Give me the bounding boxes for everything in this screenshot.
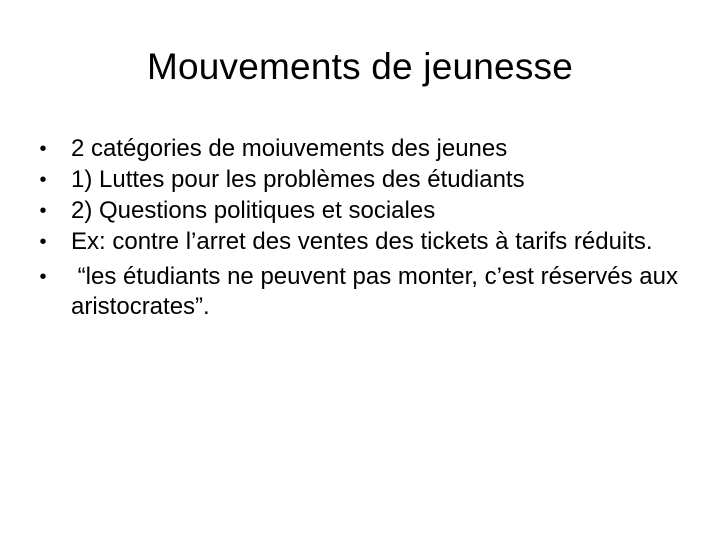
bullet-icon: • — [39, 231, 47, 253]
bullet-text: Ex: contre l’arret des ventes des tickets à tarifs réduits. — [71, 228, 653, 255]
bullet-item — [36, 165, 706, 195]
bullet-item — [36, 262, 706, 322]
bullet-icon: • — [39, 266, 47, 288]
slide-title: Mouvements de jeunesse — [146, 46, 574, 87]
bullet-icon: • — [39, 169, 47, 191]
bullet-text: 2) Questions politiques et sociales — [71, 197, 436, 224]
bullet-text: 2 catégories de moiuvements des jeunes — [71, 135, 508, 162]
bullet-item — [36, 134, 706, 164]
bullet-list — [36, 134, 706, 323]
bullet-text: “les étudiants ne peuvent pas monter, c’est réservés aux aristocrates”. — [71, 263, 685, 320]
bullet-item — [36, 227, 706, 257]
bullet-icon: • — [39, 138, 47, 160]
bullet-icon: • — [39, 200, 47, 222]
bullet-item — [36, 196, 706, 226]
bullet-text: 1) Luttes pour les problèmes des étudiants — [71, 166, 525, 193]
